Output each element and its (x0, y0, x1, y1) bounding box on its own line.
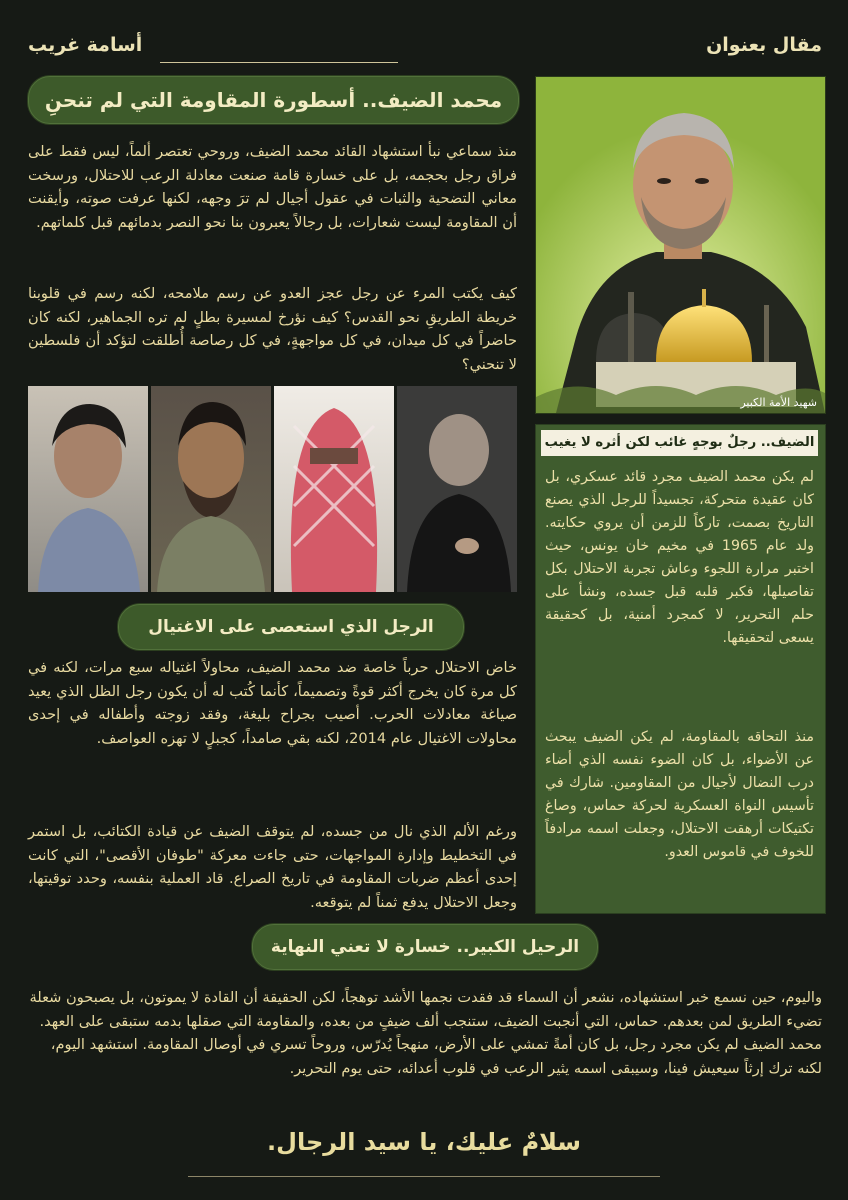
section3-paragraph-1: واليوم، حين نسمع خبر استشهاده، نشعر أن السماء قد فقدت نجمها الأشد توهجاً، لكن الحقيقة أن القادة لا يموتون، بل يصبحون شعلة تضيء الطريق لمن بعدهم. حماس، التي أنجبت الضيف، ستنجب ألف ضيفٍ من بعده، والمقاومة التي صقلها بدمه ستبقى على العهد. (29, 989, 822, 1030)
section-heading-assassination: الرجل الذي استعصى على الاغتيال (118, 604, 464, 650)
portrait-caption: شهيد الأمة الكبير (740, 396, 817, 409)
photo-strip (28, 386, 517, 592)
photo-young-portrait (28, 386, 148, 592)
intro-paragraph-2: كيف يكتب المرء عن رجل عجز العدو عن رسم ملامحه، لكنه رسم في قلوبنا خريطة الطريقِ نحو القدس؟ كيف نؤرخ لمسيرة بطلٍ لم تره الجماهير، لكنه كان حاضراً في كل ميدان، في كل مواجهةٍ، في كل رصاصة أُطلقت لتؤكد أن فلسطين لا تنحني؟ (28, 285, 517, 373)
photo-uniform-portrait (151, 386, 271, 592)
sidebar-heading: الضيف.. رجلٌ بوجهٍ غائب لكن أثره لا يغيب (541, 430, 818, 456)
portrait-image (535, 76, 826, 414)
section3-text (28, 986, 822, 1080)
section2-paragraph-2: ورغم الألم الذي نال من جسده، لم يتوقف الضيف عن قيادة الكتائب، بل استمر في التخطيط وإدارة المواجهات، حتى جاءت معركة "طوفان الأقصى"، التي كانت إحدى أعظم ضربات المقاومة في تاريخ الصراع. قاد العملية بنفسه، وحدد توقيتها، وجعل الاحتلال يدفع ثمناً لم يتوقعه. (28, 823, 517, 911)
section2-paragraph-1: خاض الاحتلال حرباً خاصة ضد محمد الضيف، محاولاً اغتياله سبع مرات، لكنه في كل مرة كان يخرج أكثر قوةً وتصميماً، كأنما كُتب له أن يكون رجل الظل الذي يعيد صياغة معادلات الحرب. أصيب بجراح بليغة، وفقد زوجته وأطفاله في إحدى محاولات الاغتيال عام 2014، لكنه بقي صامداً، كجبلٍ لا تهزه العواصف. (28, 659, 517, 747)
photo-blurred-figure (397, 386, 517, 592)
sidebar-paragraph-1: لم يكن محمد الضيف مجرد قائد عسكري، بل كان عقيدة متحركة، تجسيداً للرجل الذي يصنع التاريخ بصمت، تاركاً للزمن أن يروي حكايته. ولد عام 1965 في مخيم خان يونس، حيث اختبر مرارة اللجوء وعاش تجربة الاحتلال بكل تفاصيلها، فكبر قلبه قبل جسده، ونشأ على حلم التحرير، لا كمجرد أمنية، بل كحقيقة يسعى لتحقيقها. (545, 469, 814, 646)
section3-paragraph-2: محمد الضيف لم يكن مجرد رجل، بل كان أمةً تمشي على الأرض، منهجاً يُدرّس، وروحاً تسري في أوصال المقاومة. استشهد اليوم، لكنه ترك إرثاً سيعيش فينا، وسيبقى اسمه يثير الرعب في قلوب أعدائه، حتى يوم التحرير. (50, 1036, 822, 1077)
photo-masked-figure (274, 386, 394, 592)
article-label: مقال بعنوان (706, 34, 822, 56)
intro-paragraph-1: منذ سماعي نبأ استشهاد القائد محمد الضيف، وروحي تعتصر ألماً، ليس فقط على فراق رجل بحجمه، بل على خسارة قامة صنعت معادلة الرعب للاحتلال، ورسخت معاني التضحية والثبات في عقول أجيال لم ترَ وجهه، لكنها عرفت صوته، وأيقنت أن المقاومة ليست شعارات، بل رجالاً يعبرون بنا نحو النصر بدمائهم قبل كلماتهم. (28, 143, 517, 231)
closing-salutation: سلامٌ عليك، يا سيد الرجال. (267, 1128, 581, 1156)
closing-divider (188, 1176, 660, 1177)
section-heading-departure: الرحيل الكبير.. خسارة لا تعني النهاية (252, 924, 598, 970)
article-title: محمد الضيف.. أسطورة المقاومة التي لم تنحنِ (28, 76, 519, 124)
header-divider (160, 62, 398, 63)
portrait-illustration (536, 77, 825, 413)
author-name: أسامة غريب (28, 34, 143, 56)
sidebar-paragraph-2: منذ التحاقه بالمقاومة، لم يكن الضيف يبحث عن الأضواء، بل كان الضوء نفسه الذي أضاء درب النضال لأجيال من المقاومين. شارك في تأسيس النواة العسكرية لحركة حماس، وصاغ تكتيكات أرهقت الاحتلال، وجعلت اسمه مرادفاً للخوف في قاموس العدو. (545, 729, 814, 860)
